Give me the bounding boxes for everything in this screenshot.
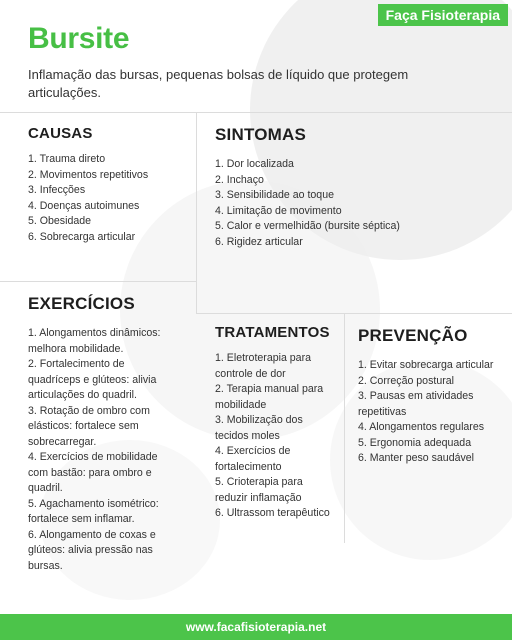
section-sintomas bbox=[215, 125, 505, 250]
section-heading: EXERCÍCIOS bbox=[28, 294, 135, 313]
list-item: 3. Sensibilidade ao toque bbox=[215, 189, 334, 201]
list-item: 4. Limitação de movimento bbox=[215, 204, 342, 217]
list-item: 6. Rigidez articular bbox=[215, 235, 303, 248]
list-item: 2. Correção postural bbox=[358, 374, 454, 387]
list-item: 2. Terapia manual para mobilidade bbox=[215, 383, 324, 411]
list-item: 3. Infecções bbox=[28, 184, 86, 196]
list-item: 4. Alongamentos regulares bbox=[358, 421, 485, 433]
list-item: 5. Ergonomia adequada bbox=[358, 436, 472, 449]
divider bbox=[196, 284, 197, 314]
page-title: Bursite bbox=[28, 22, 130, 55]
list-item: 5. Calor e vermelhidão (bursite séptica) bbox=[215, 220, 400, 232]
divider bbox=[344, 313, 345, 543]
list-item: 5. Crioterapia para reduzir inflamação bbox=[215, 476, 303, 504]
list-item: 4. Exercícios de fortalecimento bbox=[215, 445, 291, 473]
section-tratamentos bbox=[215, 324, 335, 522]
section-prevencao bbox=[358, 326, 503, 467]
divider bbox=[196, 112, 197, 284]
list-item: 6. Alongamento de coxas e glúteos: alivia pressão nas bursas. bbox=[28, 528, 156, 572]
list-item: 4. Doenças autoimunes bbox=[28, 199, 140, 212]
list-item: 1. Dor localizada bbox=[215, 158, 294, 170]
list-item: 6. Sobrecarga articular bbox=[28, 230, 136, 243]
prevencao-list bbox=[358, 358, 503, 467]
list-item: 3. Mobilização dos tecidos moles bbox=[215, 414, 303, 442]
divider bbox=[0, 112, 512, 113]
section-causas bbox=[28, 125, 193, 245]
section-heading: SINTOMAS bbox=[215, 125, 307, 144]
list-item: 3. Pausas em atividades repetitivas bbox=[358, 390, 474, 418]
list-item: 5. Agachamento isométrico: fortalece sem inflamar. bbox=[28, 497, 159, 525]
section-exercicios bbox=[28, 294, 178, 574]
section-heading: TRATAMENTOS bbox=[215, 324, 330, 341]
exercicios-list bbox=[28, 326, 178, 574]
list-item: 6. Ultrassom terapêutico bbox=[215, 507, 330, 519]
list-item: 1. Eletroterapia para controle de dor bbox=[215, 352, 311, 380]
section-heading: PREVENÇÃO bbox=[358, 326, 468, 345]
page-subtitle: Inflamação das bursas, pequenas bolsas de líquido que protegem articulações. bbox=[28, 67, 409, 100]
list-item: 5. Obesidade bbox=[28, 215, 92, 227]
brand-badge: Faça Fisioterapia bbox=[378, 4, 508, 26]
section-heading: CAUSAS bbox=[28, 125, 93, 142]
list-item: 2. Inchaço bbox=[215, 173, 264, 186]
divider bbox=[0, 281, 196, 282]
list-item: 1. Evitar sobrecarga articular bbox=[358, 359, 494, 371]
sintomas-list bbox=[215, 157, 505, 250]
footer-website: www.facafisioterapia.net bbox=[0, 614, 512, 640]
divider bbox=[196, 313, 512, 314]
list-item: 4. Exercícios de mobilidade com bastão: para ombro e quadril. bbox=[28, 451, 158, 494]
causas-list bbox=[28, 152, 193, 245]
list-item: 1. Alongamentos dinâmicos: melhora mobilidade. bbox=[28, 327, 161, 355]
list-item: 2. Fortalecimento de quadríceps e glúteos: alivia articulações do quadril. bbox=[28, 358, 157, 401]
list-item: 3. Rotação de ombro com elásticos: fortalece sem sobrecarregar. bbox=[28, 404, 150, 448]
tratamentos-list bbox=[215, 351, 335, 522]
list-item: 1. Trauma direto bbox=[28, 153, 106, 165]
list-item: 2. Movimentos repetitivos bbox=[28, 168, 149, 181]
list-item: 6. Manter peso saudável bbox=[358, 452, 475, 464]
